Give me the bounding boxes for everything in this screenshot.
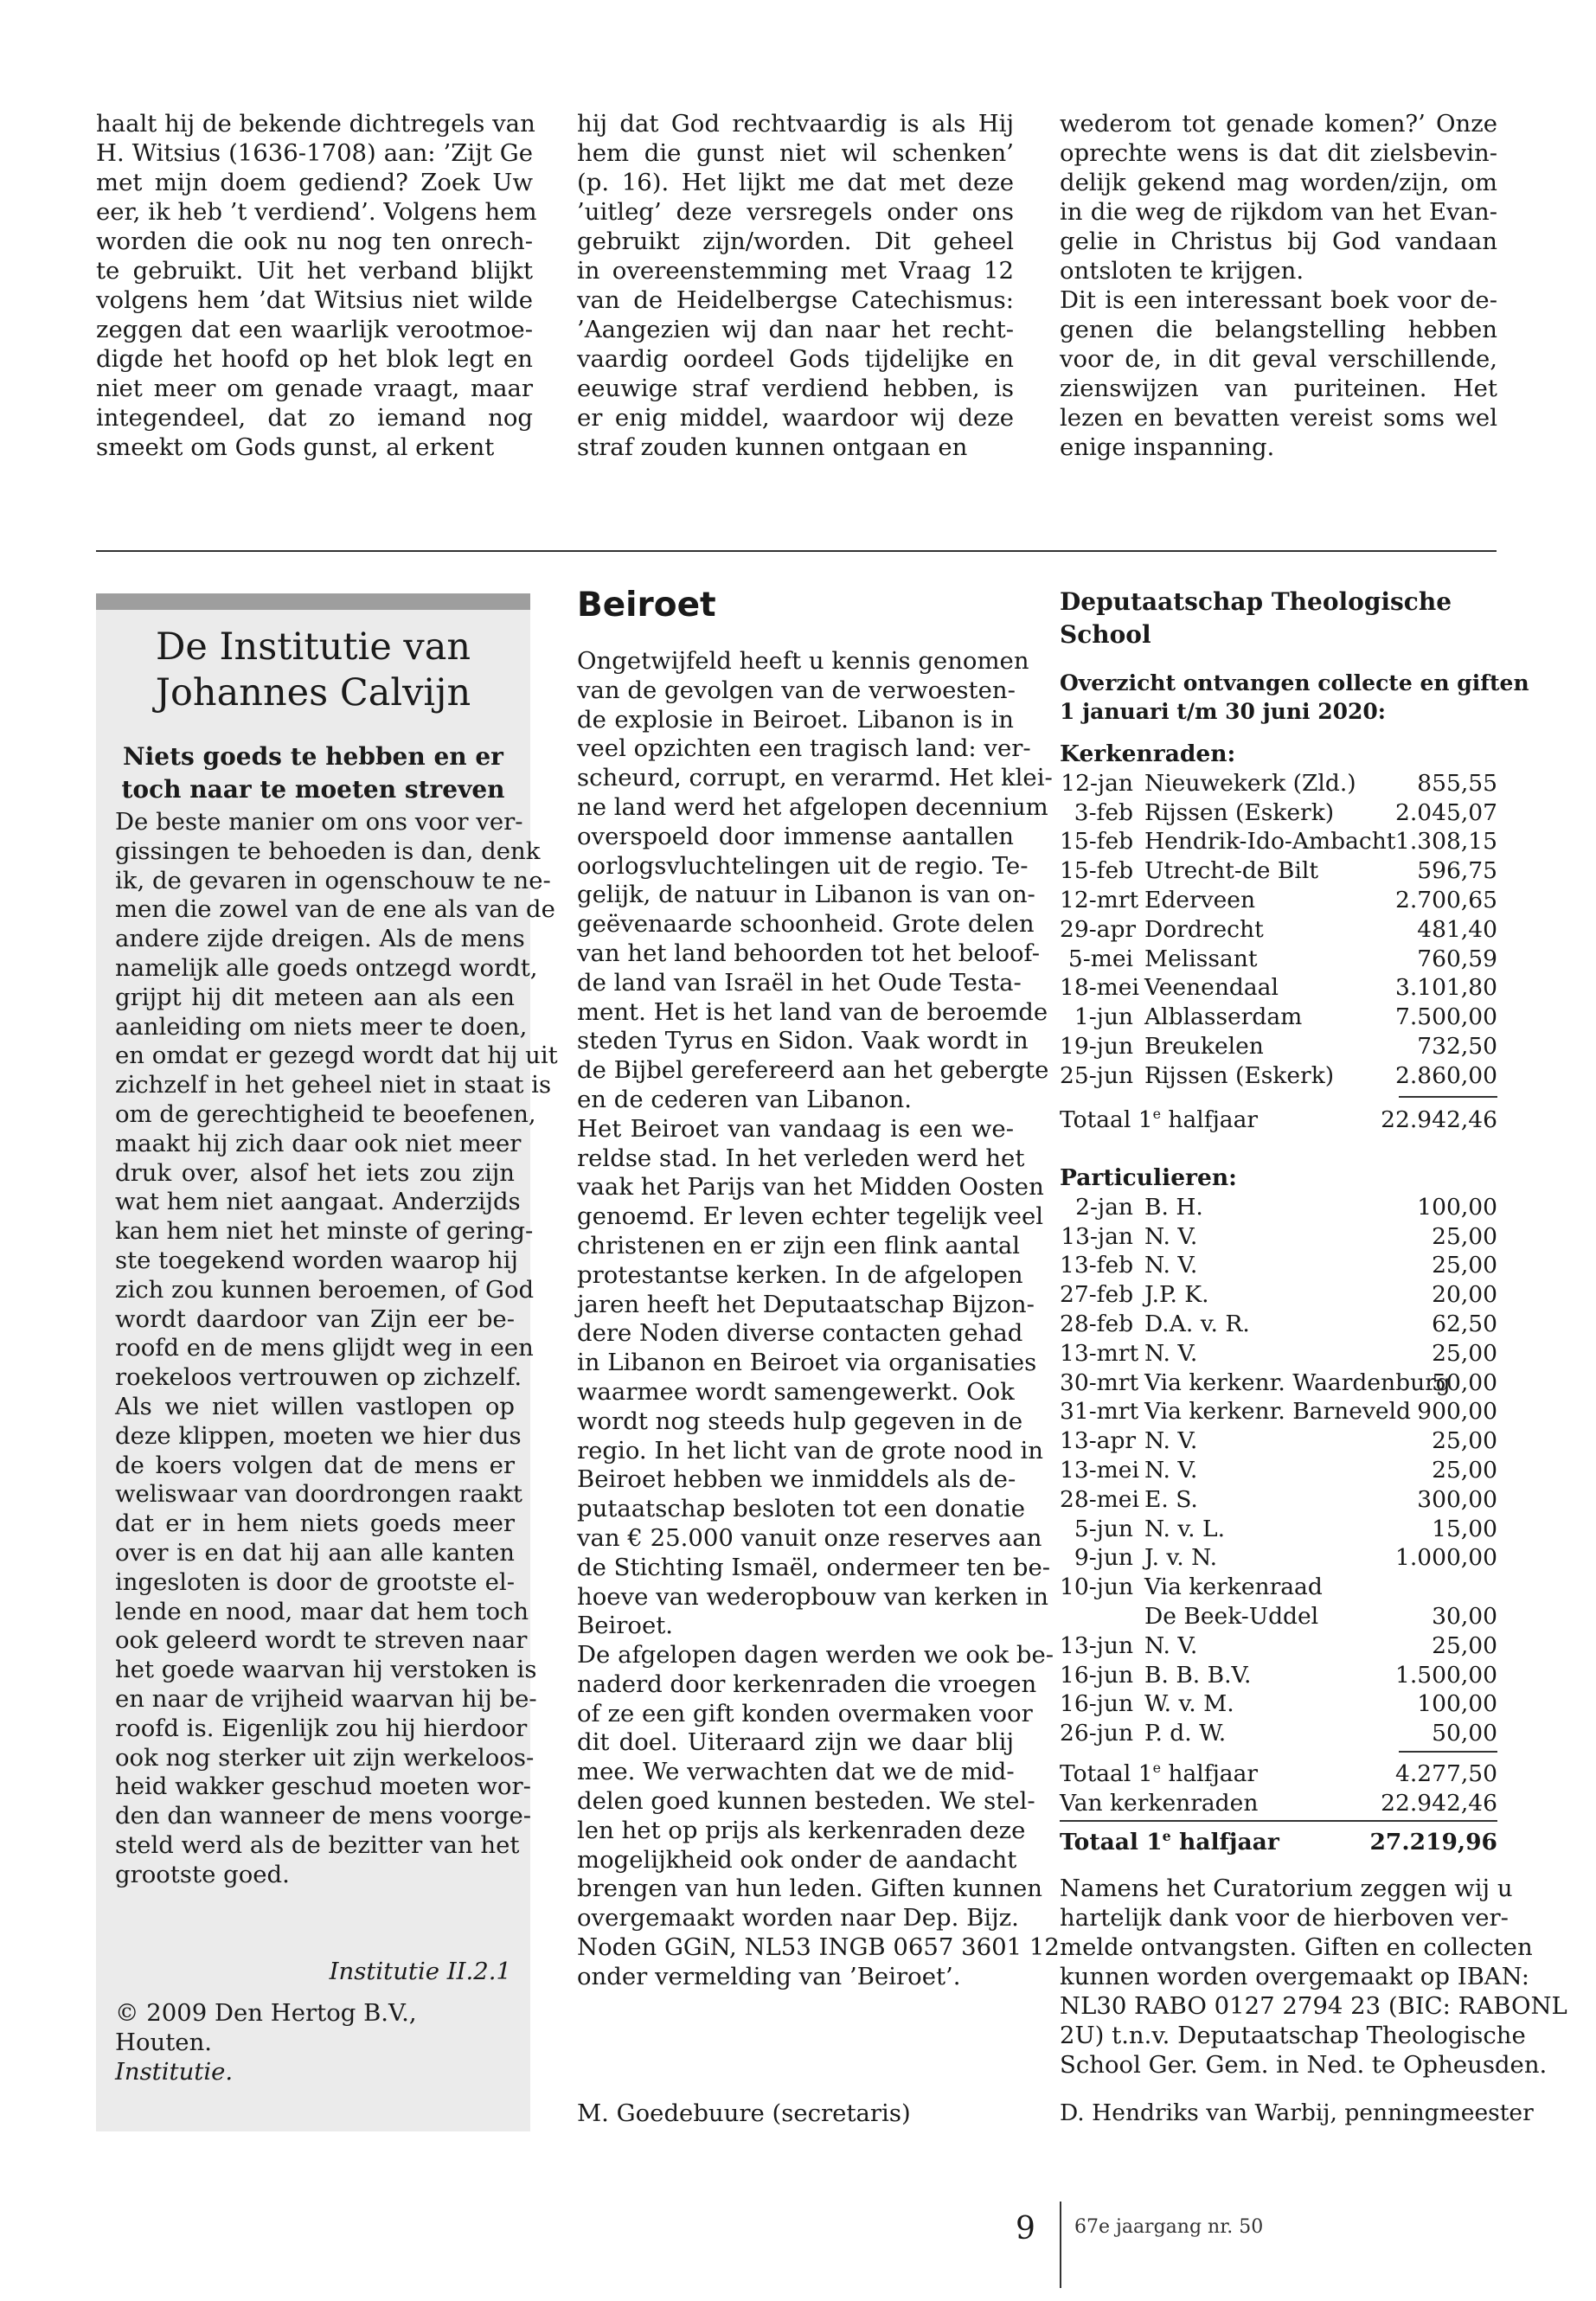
text-line: hij dat God rechtvaardig is als Hij	[577, 110, 1014, 138]
ledger-amount: 300,00	[1417, 1485, 1497, 1513]
ledger-name: N. V.	[1144, 1456, 1198, 1484]
ledger-row	[1060, 1397, 1497, 1426]
ledger-amount: 100,00	[1417, 1690, 1497, 1718]
ledger-name: J.P. K.	[1144, 1281, 1209, 1309]
text-line: oorlogsvluchtelingen uit de regio. Te-	[577, 851, 1029, 880]
box-body	[115, 808, 558, 1889]
box-title-line: Johannes Calvijn	[155, 671, 471, 715]
text-line: ne land werd het afgelopen decennium	[577, 792, 1048, 821]
text-line: en de cederen van Libanon.	[577, 1085, 912, 1113]
subtotal-rule	[1399, 1751, 1497, 1753]
ledger-name: Rijssen (Eskerk)	[1144, 1061, 1335, 1089]
ledger-name: N. V.	[1144, 1427, 1198, 1455]
text-line: de land van Israël in het Oude Testa-	[577, 968, 1022, 997]
ledger-row	[1060, 915, 1497, 945]
text-line: grijpt hij dit meteen aan als een	[115, 983, 515, 1011]
beiroet-body	[577, 647, 1060, 1992]
ledger-row	[1060, 1719, 1497, 1748]
text-line: haalt hij de bekende dichtregels van	[96, 110, 535, 138]
ledger-date: 13-mrt	[1060, 1339, 1139, 1367]
ledger-name: D.A. v. R.	[1144, 1310, 1250, 1337]
text-line: lezen en bevatten vereist soms wel	[1060, 404, 1497, 432]
text-line: vaardig oordeel Gods tijdelijke en	[577, 345, 1014, 373]
text-line: ment. Het is het land van de beroemde	[577, 997, 1048, 1026]
box-subtitle	[96, 740, 530, 806]
text-line: van € 25.000 vanuit onze reserves aan	[577, 1523, 1042, 1552]
ledger-date: 29-apr	[1060, 915, 1137, 943]
ledger-row	[1060, 1280, 1497, 1310]
text-line: heid wakker geschud moeten wor-	[115, 1772, 531, 1801]
text-line: met mijn doem gediend? Zoek Uw	[96, 169, 533, 196]
ledger-date: 13-mei	[1060, 1456, 1139, 1484]
text-line: in Libanon en Beiroet via organisaties	[577, 1349, 1037, 1377]
text-line: in die weg de rijkdom van het Evan-	[1060, 198, 1497, 226]
text-line: hem die gunst niet wil schenken’	[577, 139, 1014, 167]
text-line: scheurd, corrupt, en verarmd. Het klei-	[577, 764, 1053, 792]
text-line: de Bijbel gerefereerd aan het gebergte	[577, 1056, 1049, 1085]
ledger-date: 3-feb	[1074, 798, 1133, 826]
text-line: voor de, in dit geval verschillende,	[1060, 345, 1497, 373]
text-line: Het Beiroet van vandaag is een we-	[577, 1114, 1014, 1143]
text-line: steden Tyrus en Sidon. Vaak wordt in	[577, 1027, 1029, 1055]
box-subtitle-line: Niets goeds te hebben en er	[123, 742, 503, 771]
ledger-name: E. S.	[1144, 1485, 1198, 1513]
text-line: integendeel, dat zo iemand nog	[96, 404, 533, 432]
text-line: enige inspanning.	[1060, 433, 1275, 461]
deputaatschap-subheading	[1060, 669, 1529, 726]
text-line: niet meer om genade vraagt, maar	[96, 375, 533, 402]
text-line: overspoeld door immense aantallen	[577, 822, 1014, 850]
ledger-amount: 3.101,80	[1394, 974, 1497, 1002]
ledger-name: N. v. L.	[1144, 1515, 1226, 1542]
text-line: hoeve van wederopbouw van kerken in	[577, 1582, 1048, 1611]
text-line: wordt daardoor van Zijn eer be-	[115, 1304, 515, 1333]
text-line: en omdat er gezegd wordt dat hij uit	[115, 1042, 558, 1070]
text-line: digde het hoofd op het blok legt en	[96, 345, 533, 373]
ledger-name: N. V.	[1144, 1339, 1198, 1367]
ledger-row	[1060, 973, 1497, 1003]
ledger-name: Utrecht-de Bilt	[1144, 857, 1318, 885]
ledger-date: 2-jan	[1075, 1193, 1133, 1221]
ledger-row	[1060, 1222, 1497, 1252]
text-line: mee. We verwachten dat we de mid-	[577, 1758, 1015, 1786]
text-line: de explosie in Beiroet. Libanon is in	[577, 705, 1014, 734]
grand-total-label: Totaal 1e halfjaar	[1060, 1828, 1279, 1856]
ledger-date: 1-jun	[1074, 1003, 1133, 1031]
ledger-date: 15-feb	[1060, 828, 1134, 856]
ledger-amount: 20,00	[1432, 1281, 1497, 1309]
text-line: brengen van hun leden. Giften kunnen	[577, 1875, 1042, 1903]
text-line: men die zowel van de ene als van de	[115, 895, 555, 924]
thanks-text	[1060, 1874, 1567, 2080]
beiroet-heading: Beiroet	[577, 586, 716, 625]
text-line: Dit is een interessant boek voor de-	[1060, 286, 1497, 314]
ledger-amount: 50,00	[1432, 1720, 1497, 1747]
text-line: dit doel. Uiteraard zijn we daar blij	[577, 1728, 1014, 1757]
text-line: zeggen dat een waarlijk verootmoe-	[96, 316, 533, 343]
subtotal-rule	[1399, 1096, 1497, 1098]
ledger-row	[1060, 1602, 1497, 1631]
text-line: Namens het Curatorium zeggen wij u	[1060, 1875, 1513, 1902]
total-row	[1060, 1759, 1497, 1789]
ledger-date: 18-mei	[1060, 974, 1139, 1002]
ledger-date: 28-feb	[1060, 1310, 1134, 1337]
text-line: len het op prijs als kerkenraden deze	[577, 1816, 1026, 1844]
text-line: andere zijde dreigen. Als de mens	[115, 925, 525, 953]
text-line: Beiroet hebben we inmiddels als de-	[577, 1465, 1016, 1494]
van-kerkenraden-row	[1060, 1789, 1497, 1818]
text-line: de koers volgen dat de mens er	[115, 1451, 515, 1479]
ledger-row	[1060, 827, 1497, 856]
ledger-row	[1060, 1456, 1497, 1485]
page-number: 9	[1016, 2211, 1035, 2247]
ledger-date: 13-apr	[1060, 1427, 1137, 1455]
ledger-name: Via kerkenr. Barneveld	[1144, 1398, 1411, 1426]
ledger-amount: 1.308,15	[1394, 828, 1497, 856]
ledger-row	[1060, 1689, 1497, 1719]
institutie-box	[96, 593, 558, 2131]
copyright-line: © 2009 Den Hertog B.V., Houten.	[115, 1999, 417, 2056]
ledger-amount: 25,00	[1432, 1222, 1497, 1250]
text-line: genen die belangstelling hebben	[1060, 316, 1497, 343]
ledger-amount: 760,59	[1417, 945, 1497, 972]
heading-line: Deputaatschap Theologische	[1060, 587, 1452, 616]
ledger-name: P. d. W.	[1144, 1720, 1227, 1747]
text-line: Beiroet.	[577, 1612, 674, 1640]
text-line: H. Witsius (1636-1708) aan: ’Zijt Ge	[96, 139, 533, 167]
text-line: Als we niet willen vastlopen op	[115, 1392, 515, 1420]
text-line: wederom tot genade komen?’ Onze	[1060, 110, 1497, 138]
text-line: reldse stad. In het verleden werd het	[577, 1144, 1025, 1172]
text-line: naderd door kerkenraden die vroegen	[577, 1670, 1037, 1698]
ledger-amount: 1.500,00	[1394, 1661, 1497, 1689]
ledger-date: 5-jun	[1074, 1515, 1133, 1542]
ledger-name: Via kerkenr. Waardenburg	[1144, 1368, 1451, 1396]
ledger-amount: 855,55	[1417, 769, 1497, 797]
text-line: den dan wanneer de mens voorge-	[115, 1802, 532, 1830]
ledger-row	[1060, 886, 1497, 915]
text-line: gelie in Christus bij God vandaan	[1060, 228, 1497, 255]
heading-line: School	[1060, 620, 1151, 649]
ledger-date: 25-jun	[1060, 1061, 1134, 1089]
ledger-row	[1060, 945, 1497, 974]
box-top-bar	[96, 593, 530, 610]
ledger-row	[1060, 1061, 1497, 1091]
text-line: over is en dat hij aan alle kanten	[115, 1538, 515, 1567]
box-subtitle-line: toch naar te moeten streven	[121, 775, 505, 804]
text-line: melde ontvangsten. Giften en collecten	[1060, 1933, 1533, 1961]
ledger-name: N. V.	[1144, 1222, 1198, 1250]
text-line: deze klippen, moeten we hier dus	[115, 1421, 522, 1450]
ledger-date: 13-jan	[1061, 1222, 1133, 1250]
beiroet-signature: M. Goedebuure (secretaris)	[577, 2099, 911, 2127]
text-line: grootste goed.	[115, 1860, 290, 1888]
total-label: Totaal 1e halfjaar	[1060, 1106, 1259, 1133]
text-line: Noden GGiN, NL53 INGB 0657 3601 12	[577, 1933, 1060, 1962]
ledger-name: B. B. B.V.	[1144, 1661, 1252, 1689]
ledger-amount: 2.860,00	[1394, 1061, 1497, 1089]
kerkenraden-total	[1060, 1106, 1497, 1135]
grand-total	[1060, 1828, 1497, 1857]
ledger-amount: 2.700,65	[1394, 886, 1497, 913]
text-line: smeekt om Gods gunst, al erkent	[96, 433, 495, 461]
ledger-amount: 25,00	[1432, 1252, 1497, 1279]
text-line: vaak het Parijs van het Midden Oosten	[577, 1173, 1044, 1202]
text-line: steld werd als de bezitter van het	[115, 1830, 520, 1859]
text-line: volgens hem ’dat Witsius niet wilde	[96, 286, 533, 314]
text-line: hartelijk dank voor de hierboven ver-	[1060, 1904, 1509, 1932]
text-line: de Stichting Ismaël, ondermeer ten be-	[577, 1553, 1051, 1581]
text-line: lende en nood, maar dat hem toch	[115, 1597, 529, 1625]
ledger-date: 10-jun	[1060, 1574, 1134, 1601]
ledger-date: 15-feb	[1060, 857, 1134, 885]
ledger-name: Melissant	[1144, 945, 1258, 972]
ledger-amount: 7.500,00	[1394, 1003, 1497, 1031]
text-line: onder vermelding van ’Beiroet’.	[577, 1962, 961, 1990]
ledger-row	[1060, 769, 1497, 798]
ledger-amount: 100,00	[1417, 1193, 1497, 1221]
ledger-amount: 25,00	[1432, 1339, 1497, 1367]
text-line: kan hem niet het minste of gering-	[115, 1217, 534, 1246]
ledger-date: 16-jun	[1060, 1690, 1134, 1718]
text-line: putaatschap besloten tot een donatie	[577, 1495, 1026, 1523]
ledger-date: 31-mrt	[1060, 1398, 1139, 1426]
text-line: eeuwige straf verdiend hebben, is	[577, 375, 1014, 402]
text-line: of ze een gift konden overmaken voor	[577, 1699, 1033, 1727]
text-line: NL30 RABO 0127 2794 23 (BIC: RABONL	[1060, 1992, 1567, 2020]
text-line: veel opzichten een tragisch land: ver-	[577, 734, 1031, 763]
ledger-amount: 596,75	[1417, 857, 1497, 885]
ledger-name: Alblasserdam	[1144, 1003, 1303, 1031]
footer-divider	[1060, 2202, 1061, 2288]
van-kerkenraden-amount: 22.942,46	[1381, 1789, 1497, 1817]
text-line: mogelijkheid ook onder de aandacht	[577, 1845, 1017, 1874]
text-line: aanleiding om niets meer te doen,	[115, 1012, 528, 1041]
text-line: ook nog sterker uit zijn werkeloos-	[115, 1743, 535, 1772]
ledger-amount: 30,00	[1432, 1602, 1497, 1630]
text-line: De afgelopen dagen werden we ook be-	[577, 1641, 1054, 1670]
ledger-name: Rijssen (Eskerk)	[1144, 798, 1335, 826]
copyright-title: Institutie.	[115, 2058, 234, 2086]
ledger-amount: 900,00	[1417, 1398, 1497, 1426]
ledger-row	[1060, 1032, 1497, 1061]
text-line: (p. 16). Het lijkt me dat met deze	[577, 169, 1014, 196]
text-line: roofd en de mens glijdt weg in een	[115, 1334, 534, 1362]
box-source: Institutie II.2.1	[329, 1958, 511, 1985]
text-line: dat er in hem niets goeds meer	[115, 1509, 515, 1538]
kerkenraden-list	[1060, 740, 1497, 1091]
text-line: genoemd. Er leven echter tegelijk veel	[577, 1202, 1044, 1231]
subheading-line: 1 januari t/m 30 juni 2020:	[1060, 699, 1387, 724]
ledger-name: W. v. M.	[1144, 1690, 1234, 1718]
ledger-row	[1060, 1485, 1497, 1515]
particulieren-label: Particulieren:	[1060, 1164, 1237, 1191]
penningmeester-signature: D. Hendriks van Warbij, penningmeester	[1060, 2099, 1534, 2126]
text-line: ik, de gevaren in ogenschouw te ne-	[115, 866, 551, 894]
text-line: wat hem niet aangaat. Anderzijds	[115, 1188, 521, 1216]
text-line: het goede waarvan hij verstoken is	[115, 1656, 537, 1684]
ledger-row	[1060, 1310, 1497, 1339]
text-line: ste toegekend worden waarop hij	[115, 1246, 518, 1274]
text-line: ’Aangezien wij dan naar het recht-	[577, 316, 1014, 343]
ledger-row	[1060, 1193, 1497, 1222]
ledger-amount: 481,40	[1417, 915, 1497, 943]
issue-label: 67e jaargang nr. 50	[1074, 2216, 1264, 2238]
particulieren-total	[1060, 1759, 1497, 1818]
ledger-date: 12-mrt	[1060, 886, 1139, 913]
total-label: Totaal 1e halfjaar	[1060, 1759, 1259, 1787]
ledger-row	[1060, 1515, 1497, 1544]
ledger-name: Via kerkenraad	[1144, 1574, 1323, 1601]
text-line: gissingen te behoeden is dan, denk	[115, 836, 541, 865]
text-line: ook geleerd wordt te streven naar	[115, 1626, 528, 1655]
ledger-date: 13-jun	[1060, 1631, 1134, 1659]
ledger-name: J. v. N.	[1144, 1544, 1218, 1572]
ledger-name: B. H.	[1144, 1193, 1203, 1221]
text-line: christenen en er zijn een flink aantal	[577, 1231, 1021, 1259]
ledger-amount: 732,50	[1417, 1032, 1497, 1060]
text-line: dere Noden diverse contacten gehad	[577, 1319, 1023, 1348]
text-line: ’uitleg’ deze versregels onder ons	[577, 198, 1014, 226]
ledger-row	[1060, 798, 1497, 828]
text-line: maakt hij zich daar ook niet meer	[115, 1129, 522, 1157]
ledger-row	[1060, 1251, 1497, 1280]
box-title-line: De Institutie van	[155, 625, 471, 669]
text-line: regio. In het licht van de grote nood in	[577, 1436, 1044, 1465]
text-line: delijk gekend mag worden/zijn, om	[1060, 169, 1497, 196]
text-line: geëvenaarde schoonheid. Grote delen	[577, 910, 1035, 939]
grand-total-row	[1060, 1828, 1497, 1857]
ledger-row	[1060, 1426, 1497, 1456]
ledger-name: Veenendaal	[1144, 974, 1279, 1002]
text-line: van het land behoorden tot het beloof-	[577, 939, 1041, 967]
ledger-amount: 2.045,07	[1394, 798, 1497, 826]
ledger-date: 12-jan	[1061, 769, 1133, 797]
ledger-amount: 25,00	[1432, 1631, 1497, 1659]
text-line: Ongetwijfeld heeft u kennis genomen	[577, 647, 1029, 675]
text-line: overgemaakt worden naar Dep. Bijz.	[577, 1904, 1019, 1932]
text-line: eer, ik heb ’t verdiend’. Volgens hem	[96, 198, 537, 226]
ledger-amount: 50,00	[1432, 1368, 1497, 1396]
ledger-name: Nieuwekerk (Zld.)	[1144, 769, 1356, 797]
ledger-date: 9-jun	[1074, 1544, 1133, 1572]
text-line: waarmee wordt samengewerkt. Ook	[577, 1377, 1015, 1406]
text-line: gebruikt zijn/worden. Dit geheel	[577, 228, 1014, 255]
text-line: oprechte wens is dat dit zielsbevin-	[1060, 139, 1497, 167]
kerkenraden-label: Kerkenraden:	[1060, 740, 1236, 767]
ledger-amount: 15,00	[1432, 1515, 1497, 1542]
deputaatschap-heading	[1060, 586, 1452, 651]
ledger-date: 16-jun	[1060, 1661, 1134, 1689]
text-line: roofd is. Eigenlijk zou hij hierdoor	[115, 1714, 528, 1742]
text-line: kunnen worden overgemaakt op IBAN:	[1060, 1963, 1529, 1990]
ledger-name: Breukelen	[1144, 1032, 1264, 1060]
ledger-date: 26-jun	[1060, 1720, 1134, 1747]
kerkenraden-rows	[1060, 769, 1497, 1091]
text-line: in overeenstemming met Vraag 12	[577, 257, 1014, 285]
text-line: zichzelf in het geheel niet in staat is	[115, 1071, 552, 1099]
text-line: zich zou kunnen beroemen, of God	[115, 1275, 535, 1304]
ledger-name: Ederveen	[1144, 886, 1256, 913]
subheading-line: Overzicht ontvangen collecte en giften	[1060, 670, 1529, 695]
text-line: er enig middel, waardoor wij deze	[577, 404, 1014, 432]
ledger-name: De Beek-Uddel	[1144, 1602, 1319, 1630]
ledger-date: 5-mei	[1067, 945, 1133, 972]
ledger-row	[1060, 1339, 1497, 1368]
text-line: om de gerechtigheid te beoefenen,	[115, 1099, 536, 1128]
ledger-date: 19-jun	[1060, 1032, 1134, 1060]
ledger-amount: 25,00	[1432, 1427, 1497, 1455]
box-copyright	[115, 1998, 515, 2086]
ledger-name: N. V.	[1144, 1252, 1198, 1279]
ledger-amount: 62,50	[1432, 1310, 1497, 1337]
top-column-2	[577, 109, 1014, 462]
ledger-name: Dordrecht	[1144, 915, 1264, 943]
box-title	[96, 625, 530, 716]
text-line: wordt nog steeds hulp gegeven in de	[577, 1407, 1023, 1435]
ledger-date: 27-feb	[1060, 1281, 1134, 1309]
text-line: ingesloten is door de grootste el-	[115, 1567, 515, 1596]
text-line: 2U) t.n.v. Deputaatschap Theologische	[1060, 2022, 1526, 2049]
text-line: van de gevolgen van de verwoesten-	[577, 676, 1016, 704]
text-line: worden die ook nu nog ten onrech-	[96, 228, 533, 255]
ledger-row	[1060, 1368, 1497, 1398]
top-column-1	[96, 109, 537, 462]
ledger-date: 13-feb	[1060, 1252, 1134, 1279]
total-amount: 4.277,50	[1394, 1760, 1497, 1787]
text-line: zienswijzen van puriteinen. Het	[1060, 375, 1497, 402]
text-line: weliswaar van doordrongen raakt	[115, 1480, 522, 1509]
ledger-row	[1060, 1573, 1497, 1602]
text-line: De beste manier om ons voor ver-	[115, 808, 523, 836]
grand-total-amount: 27.219,96	[1369, 1829, 1497, 1856]
text-line: School Ger. Gem. in Ned. te Opheusden.	[1060, 2051, 1548, 2079]
ledger-row	[1060, 1631, 1497, 1661]
text-line: en naar de vrijheid waarvan hij be-	[115, 1684, 537, 1713]
ledger-amount: 1.000,00	[1394, 1544, 1497, 1572]
section-divider	[96, 550, 1497, 552]
grand-total-rule	[1060, 1820, 1497, 1822]
text-line: gelijk, de natuur in Libanon is van on-	[577, 881, 1035, 909]
ledger-date: 30-mrt	[1060, 1368, 1139, 1396]
text-line: jaren heeft het Deputaatschap Bijzon-	[577, 1290, 1035, 1318]
ledger-row	[1060, 1003, 1497, 1032]
ledger-row	[1060, 856, 1497, 886]
text-line: protestantse kerken. In de afgelopen	[577, 1260, 1023, 1289]
total-row	[1060, 1106, 1497, 1135]
particulieren-list	[1060, 1163, 1497, 1748]
ledger-amount: 25,00	[1432, 1456, 1497, 1484]
text-line: roekeloos vertrouwen op zichzelf.	[115, 1363, 522, 1392]
top-column-3	[1060, 109, 1497, 462]
ledger-row	[1060, 1543, 1497, 1573]
text-line: ontsloten te krijgen.	[1060, 257, 1304, 285]
text-line: te gebruikt. Uit het verband blijkt	[96, 257, 533, 285]
text-line: delen goed kunnen besteden. We stel-	[577, 1787, 1035, 1816]
ledger-row	[1060, 1661, 1497, 1690]
text-line: druk over, alsof het iets zou zijn	[115, 1158, 515, 1187]
total-amount: 22.942,46	[1381, 1106, 1497, 1133]
ledger-name: Hendrik-Ido-Ambacht	[1144, 828, 1396, 856]
ledger-date: 28-mei	[1060, 1485, 1139, 1513]
text-line: straf zouden kunnen ontgaan en	[577, 433, 968, 461]
ledger-name: N. V.	[1144, 1631, 1198, 1659]
text-line: namelijk alle goeds ontzegd wordt,	[115, 953, 538, 982]
van-kerkenraden-label: Van kerkenraden	[1060, 1789, 1259, 1817]
text-line: van de Heidelbergse Catechismus:	[577, 286, 1014, 314]
particulieren-rows	[1060, 1193, 1497, 1748]
